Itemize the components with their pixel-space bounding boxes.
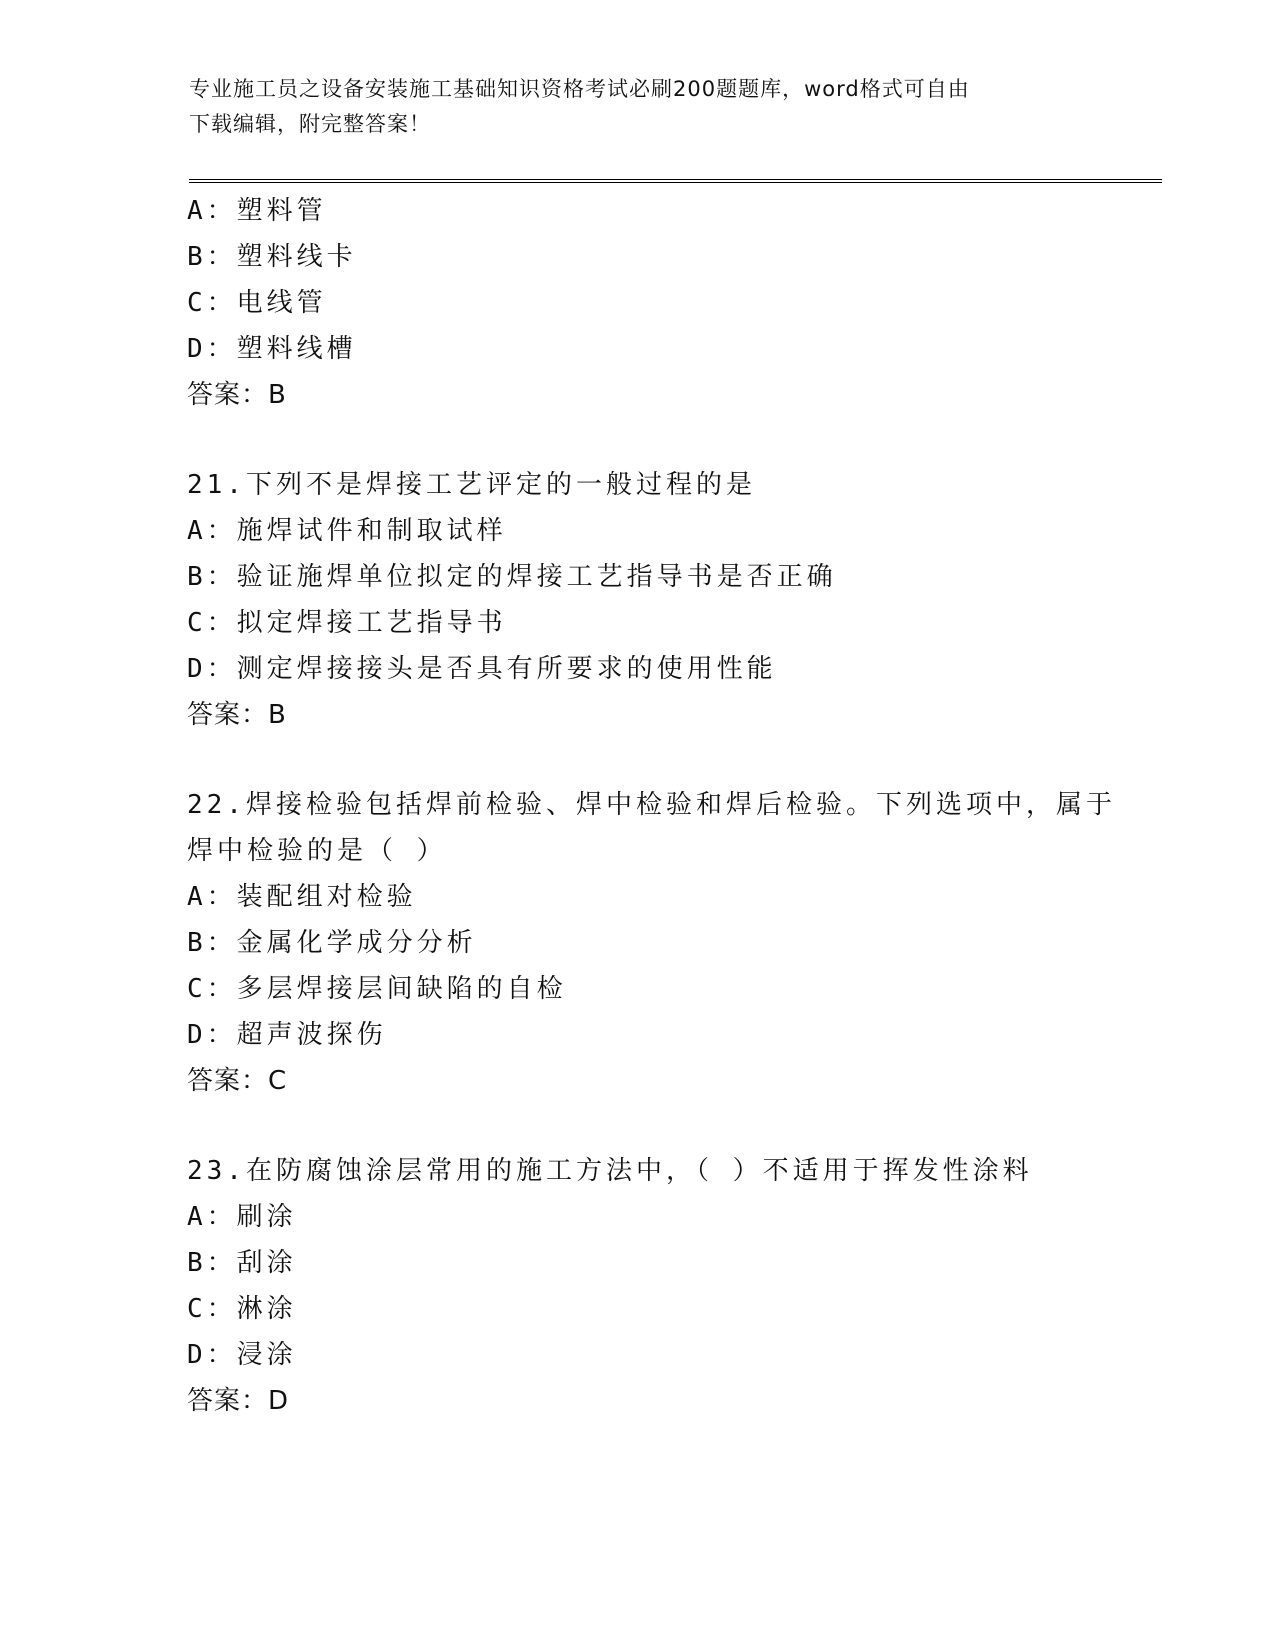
- option-a: A：塑料管: [187, 196, 327, 226]
- question-block-23: [187, 1148, 1137, 1424]
- answer-line: 答案：B: [187, 700, 287, 730]
- option-c: C：电线管: [187, 288, 327, 318]
- question-block-22: [187, 782, 1137, 1104]
- document-header: [189, 72, 1089, 142]
- question-list: [187, 188, 1137, 1468]
- option-d: D：测定焊接接头是否具有所要求的使用性能: [187, 654, 777, 684]
- option-a: A：施焊试件和制取试样: [187, 516, 507, 546]
- option-d: D：超声波探伤: [187, 1020, 387, 1050]
- question-block-continued: [187, 188, 1137, 418]
- question-text-line-1: 22.焊接检验包括焊前检验、焊中检验和焊后检验。下列选项中，属于: [187, 790, 1116, 820]
- answer-line: 答案：D: [187, 1386, 290, 1416]
- header-line-1: 专业施工员之设备安装施工基础知识资格考试必刷200题题库，word格式可自由: [189, 77, 970, 101]
- option-d: D：浸涂: [187, 1340, 297, 1370]
- option-b: B：刮涂: [187, 1248, 297, 1278]
- question-text-line-2: 焊中检验的是（ ）: [187, 836, 447, 866]
- answer-line: 答案：B: [187, 380, 287, 410]
- option-c: C：多层焊接层间缺陷的自检: [187, 974, 567, 1004]
- option-b: B：金属化学成分分析: [187, 928, 477, 958]
- header-divider: [189, 179, 1162, 183]
- header-line-2: 下载编辑，附完整答案！: [189, 112, 431, 136]
- question-text: 21.下列不是焊接工艺评定的一般过程的是: [187, 470, 756, 500]
- option-a: A：刷涂: [187, 1202, 297, 1232]
- answer-line: 答案：C: [187, 1066, 288, 1096]
- option-b: B：塑料线卡: [187, 242, 357, 272]
- option-c: C：拟定焊接工艺指导书: [187, 608, 507, 638]
- option-a: A：装配组对检验: [187, 882, 417, 912]
- option-c: C：淋涂: [187, 1294, 297, 1324]
- question-block-21: [187, 462, 1137, 738]
- question-text: 23.在防腐蚀涂层常用的施工方法中，（ ）不适用于挥发性涂料: [187, 1156, 1033, 1186]
- option-b: B：验证施焊单位拟定的焊接工艺指导书是否正确: [187, 562, 837, 592]
- option-d: D：塑料线槽: [187, 334, 357, 364]
